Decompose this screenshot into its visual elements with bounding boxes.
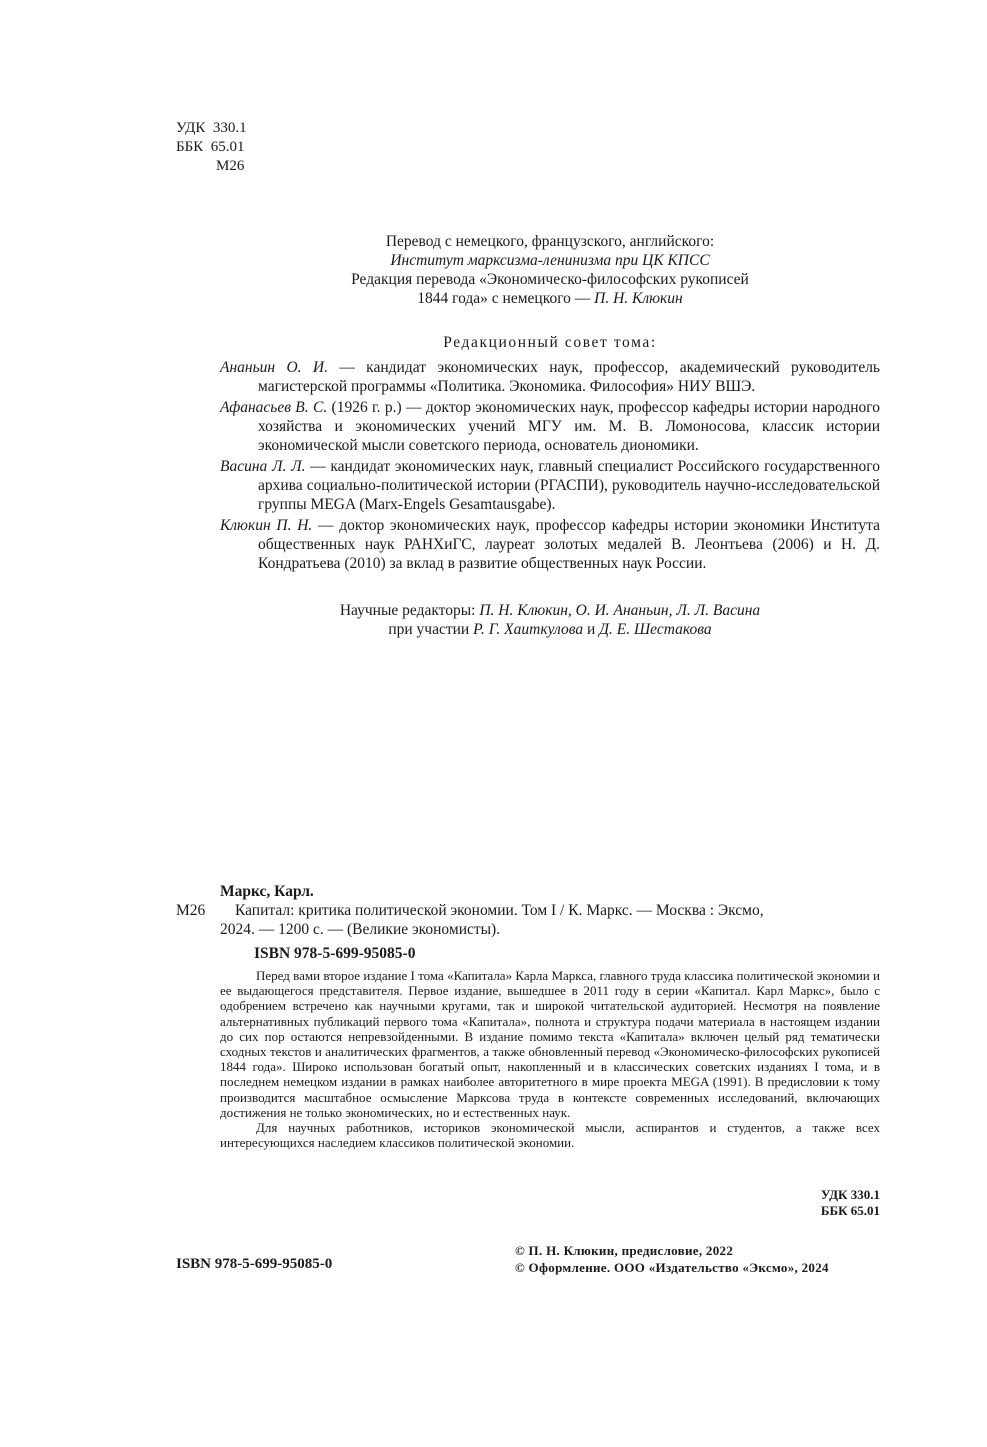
annotation-codes — [821, 1187, 880, 1218]
annotation-bbk: ББК 65.01 — [820, 1202, 880, 1218]
card-description: Капитал: критика политической экономии. Том I / К. Маркс. — Москва : Эксмо, 2024. — 1200 с. — (Великие экономисты). — [220, 902, 764, 938]
copyright-block — [515, 1242, 829, 1276]
catalog-card — [176, 882, 880, 963]
card-mark: М26 — [176, 902, 206, 919]
udk-line — [176, 119, 247, 138]
copyright-line-1: © П. Н. Клюкин, предисловие, 2022 — [515, 1243, 734, 1258]
council-heading: Редакционный совет тома: — [443, 334, 657, 351]
translation-line-4: 1844 года» с немецкого — П. Н. Клюкин — [417, 290, 683, 307]
council-member: Клюкин П. Н. — доктор экономических наук, профессор кафедры истории экономики Института общественных наук РАНХиГС, лауреат золотых медалей В. Леонтьева (2006) и Н. Д. Кондратьева (2010) за вклад в развитие общественных наук России. — [220, 517, 881, 572]
footer-isbn: ISBN 978-5-699-95085-0 — [176, 1256, 333, 1272]
scientific-editors — [220, 601, 880, 639]
annotation-paragraph-2: Для научных работников, историков экономической мысли, аспирантов и студентов, а также всех интересующихся наследием классиков политической экономии. — [220, 1120, 880, 1151]
council-members — [220, 358, 880, 575]
council-member: Ананьин О. И. — кандидат экономических наук, профессор, академический руководитель магистерской программы «Политика. Экономика. Философия» НИУ ВШЭ. — [220, 359, 880, 395]
translation-info — [220, 232, 880, 308]
council-member: Васина Л. Л. — кандидат экономических наук, главный специалист Российского государственного архива социально-политической истории (РГАСПИ), руководитель научно-исследовательской группы MEGA (Marx-Engels Gesamtausgabe). — [220, 458, 880, 513]
bbk-line — [176, 138, 247, 157]
council-member: Афанасьев В. С. (1926 г. р.) — доктор экономических наук, профессор кафедры истории народного хозяйства и экономических учений МГУ им. М. В. Ломоносова, классик истории экономической мысли советского периода, основатель диономики. — [220, 399, 881, 454]
annotation-paragraph-1: Перед вами второе издание I тома «Капитала» Карла Маркса, главного труда классика политической экономии и ее выдающегося представителя. Первое издание, вышедшее в 2011 году в серии «Капитал. Карл Маркс», было с одобрением встречено как научными кругами, так и широкой читательской аудиторией. Несмотря на появление альтернативных публикаций первого тома «Капитала», полнота и структура подачи материала в настоящем издании до сих пор остаются непревзойденными. В издание помимо текста «Капитала» включен целый ряд тематически сходных текстов и аналитических фрагментов, а также обновленный перевод «Экономическо-философских рукописей 1844 года». Широко использован богатый опыт, накопленный и в классических советских изданиях I тома, и в последнем немецком издании в рамках наиболее авторитетного в мире проекта MEGA (1991). В предисловии к тому производится масштабное осмысление Марксова труда в контексте современных исследований, включающих достижения не только экономических, но и естественных наук. — [220, 968, 880, 1120]
card-isbn: ISBN 978-5-699-95085-0 — [254, 945, 416, 962]
editors-line-1: Научные редакторы: П. Н. Клюкин, О. И. Ананьин, Л. Л. Васина — [339, 602, 761, 619]
card-author: Маркс, Карл. — [220, 883, 314, 900]
copyright-line-2: © Оформление. ООО «Издательство «Эксмо», 2024 — [515, 1260, 829, 1275]
annotation-udk: УДК 330.1 — [820, 1187, 880, 1202]
udk-label: УДК — [176, 120, 206, 136]
translation-line-1: Перевод с немецкого, французского, английского: — [385, 233, 715, 250]
translation-line-3: Редакция перевода «Экономическо-философских рукописей — [351, 271, 749, 288]
classification-block — [176, 119, 247, 176]
bbk-code: 65.01 — [210, 139, 245, 155]
author-mark: М26 — [216, 158, 245, 174]
editors-line-2: при участии Р. Г. Хаиткулова и Д. Е. Шестакова — [388, 621, 712, 638]
bbk-label: ББК — [176, 139, 204, 155]
annotation — [220, 968, 880, 1150]
udk-code: 330.1 — [212, 120, 247, 136]
translation-line-2: Институт марксизма-ленинизма при ЦК КПСС — [390, 252, 710, 269]
